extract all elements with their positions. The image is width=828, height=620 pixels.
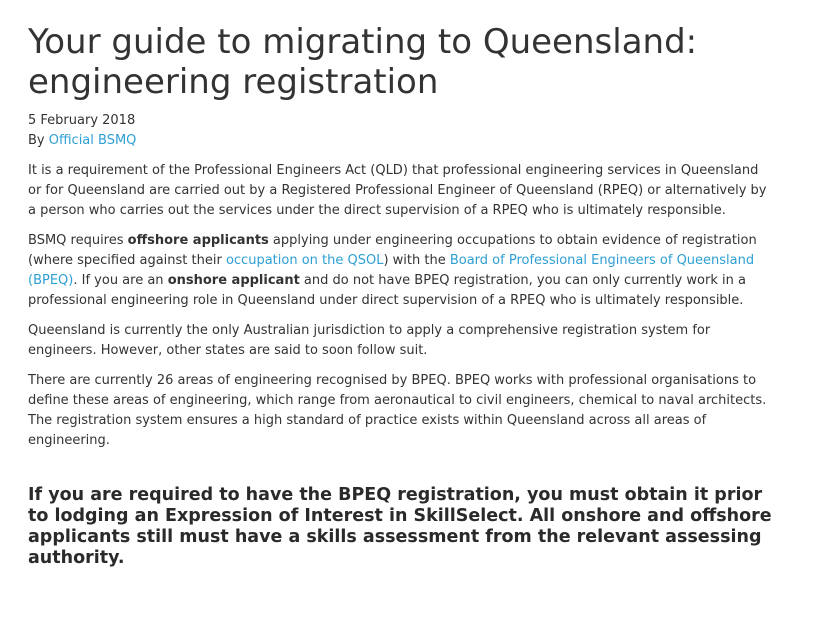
paragraph-engineering-areas: There are currently 26 areas of engineering recognised by BPEQ. BPEQ works with professional organisations to define these areas of engineering, which range from aeronautical to civil engineers, chemical to naval architects. The registration system ensures a high standard of practice exists within Queensland across all areas of engineering. [28, 373, 767, 448]
bpeq-link[interactable]: Board of Professional Engineers of Queensland (BPEQ) [28, 253, 755, 288]
byline [28, 131, 768, 151]
text-segment: applying under engineering occupations to obtain evidence of registration (where specified against their [28, 233, 757, 268]
paragraph-jurisdiction: Queensland is currently the only Australian jurisdiction to apply a comprehensive registration system for engineers. However, other states are said to soon follow suit. [28, 323, 711, 358]
author-link[interactable]: Official BSMQ [48, 133, 137, 148]
text-segment: BSMQ requires [28, 233, 128, 248]
qsol-occupation-link[interactable]: occupation on the QSOL [225, 253, 384, 268]
paragraph-requirement: It is a requirement of the Professional Engineers Act (QLD) that professional engineering services in Queensland or for Queensland are carried out by a Registered Professional Engineer of Queensland (RPEQ) or alternatively by a person who carries out the services under the direct supervision of a RPEQ who is ultimately responsible. [28, 163, 767, 218]
article-meta [28, 111, 768, 151]
text-segment: and do not have BPEQ registration, you can only currently work in a professional engineering role in Queensland under direct supervision of a RPEQ who is ultimately responsible. [28, 273, 746, 308]
byline-prefix: By [28, 133, 49, 148]
registration-callout-heading: If you are required to have the BPEQ registration, you must obtain it prior to lodging an Expression of Interest in SkillSelect. All onshore and offshore applicants still must have a skills assessment from the relevant assessing authority. [28, 485, 772, 568]
text-segment: . If you are an [73, 273, 168, 288]
paragraph-offshore-applicants [28, 231, 768, 311]
publish-date: 5 February 2018 [28, 113, 136, 128]
bold-onshore-applicant: onshore applicant [167, 273, 300, 288]
page-title: Your guide to migrating to Queensland: engineering registration [28, 22, 698, 102]
text-segment: ) with the [383, 253, 450, 268]
bold-offshore-applicants: offshore applicants [127, 233, 269, 248]
article [28, 22, 772, 569]
